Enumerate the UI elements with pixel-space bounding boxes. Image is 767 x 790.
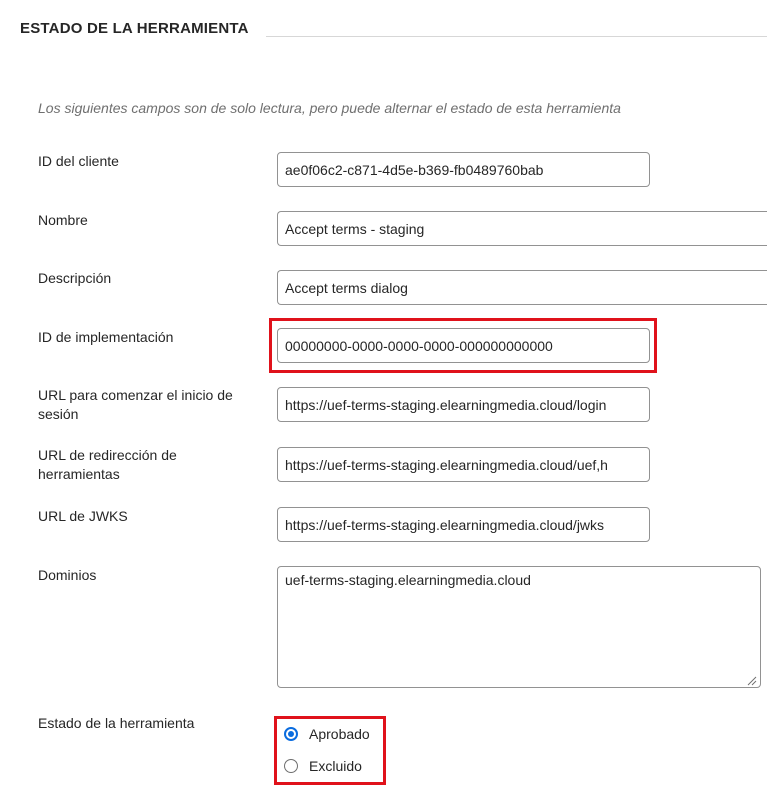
radio-label-excluded[interactable]: Excluido bbox=[309, 758, 362, 774]
radio-checked-icon[interactable] bbox=[284, 727, 298, 741]
jwks-url-field[interactable] bbox=[277, 507, 650, 542]
section-title: ESTADO DE LA HERRAMIENTA bbox=[20, 20, 249, 37]
redirect-url-field[interactable] bbox=[277, 447, 650, 482]
description-field[interactable] bbox=[277, 270, 767, 305]
resize-handle-icon[interactable] bbox=[745, 674, 757, 686]
radio-unchecked-icon[interactable] bbox=[284, 759, 298, 773]
description-label: Descripción bbox=[38, 270, 112, 286]
instructions-text: Los siguientes campos son de solo lectura, pero puede alternar el estado de esta herramienta bbox=[38, 100, 621, 116]
login-url-field[interactable] bbox=[277, 387, 650, 422]
name-label: Nombre bbox=[38, 212, 88, 228]
radio-option-excluded[interactable] bbox=[284, 758, 362, 774]
radio-option-approved[interactable] bbox=[284, 726, 370, 742]
jwks-url-label: URL de JWKS bbox=[38, 508, 128, 524]
deployment-id-field[interactable] bbox=[277, 328, 650, 363]
domains-label: Dominios bbox=[38, 567, 97, 583]
client-id-field[interactable] bbox=[277, 152, 650, 187]
domains-textarea[interactable] bbox=[277, 566, 761, 688]
radio-label-approved[interactable]: Aprobado bbox=[309, 726, 370, 742]
name-field[interactable] bbox=[277, 211, 767, 246]
login-url-label: URL para comenzar el inicio de sesión bbox=[38, 387, 233, 422]
deployment-id-label: ID de implementación bbox=[38, 329, 174, 345]
section-divider bbox=[266, 36, 767, 37]
tool-status-label: Estado de la herramienta bbox=[38, 715, 195, 731]
redirect-url-label: URL de redirección de herramientas bbox=[38, 447, 177, 482]
client-id-label: ID del cliente bbox=[38, 153, 119, 169]
